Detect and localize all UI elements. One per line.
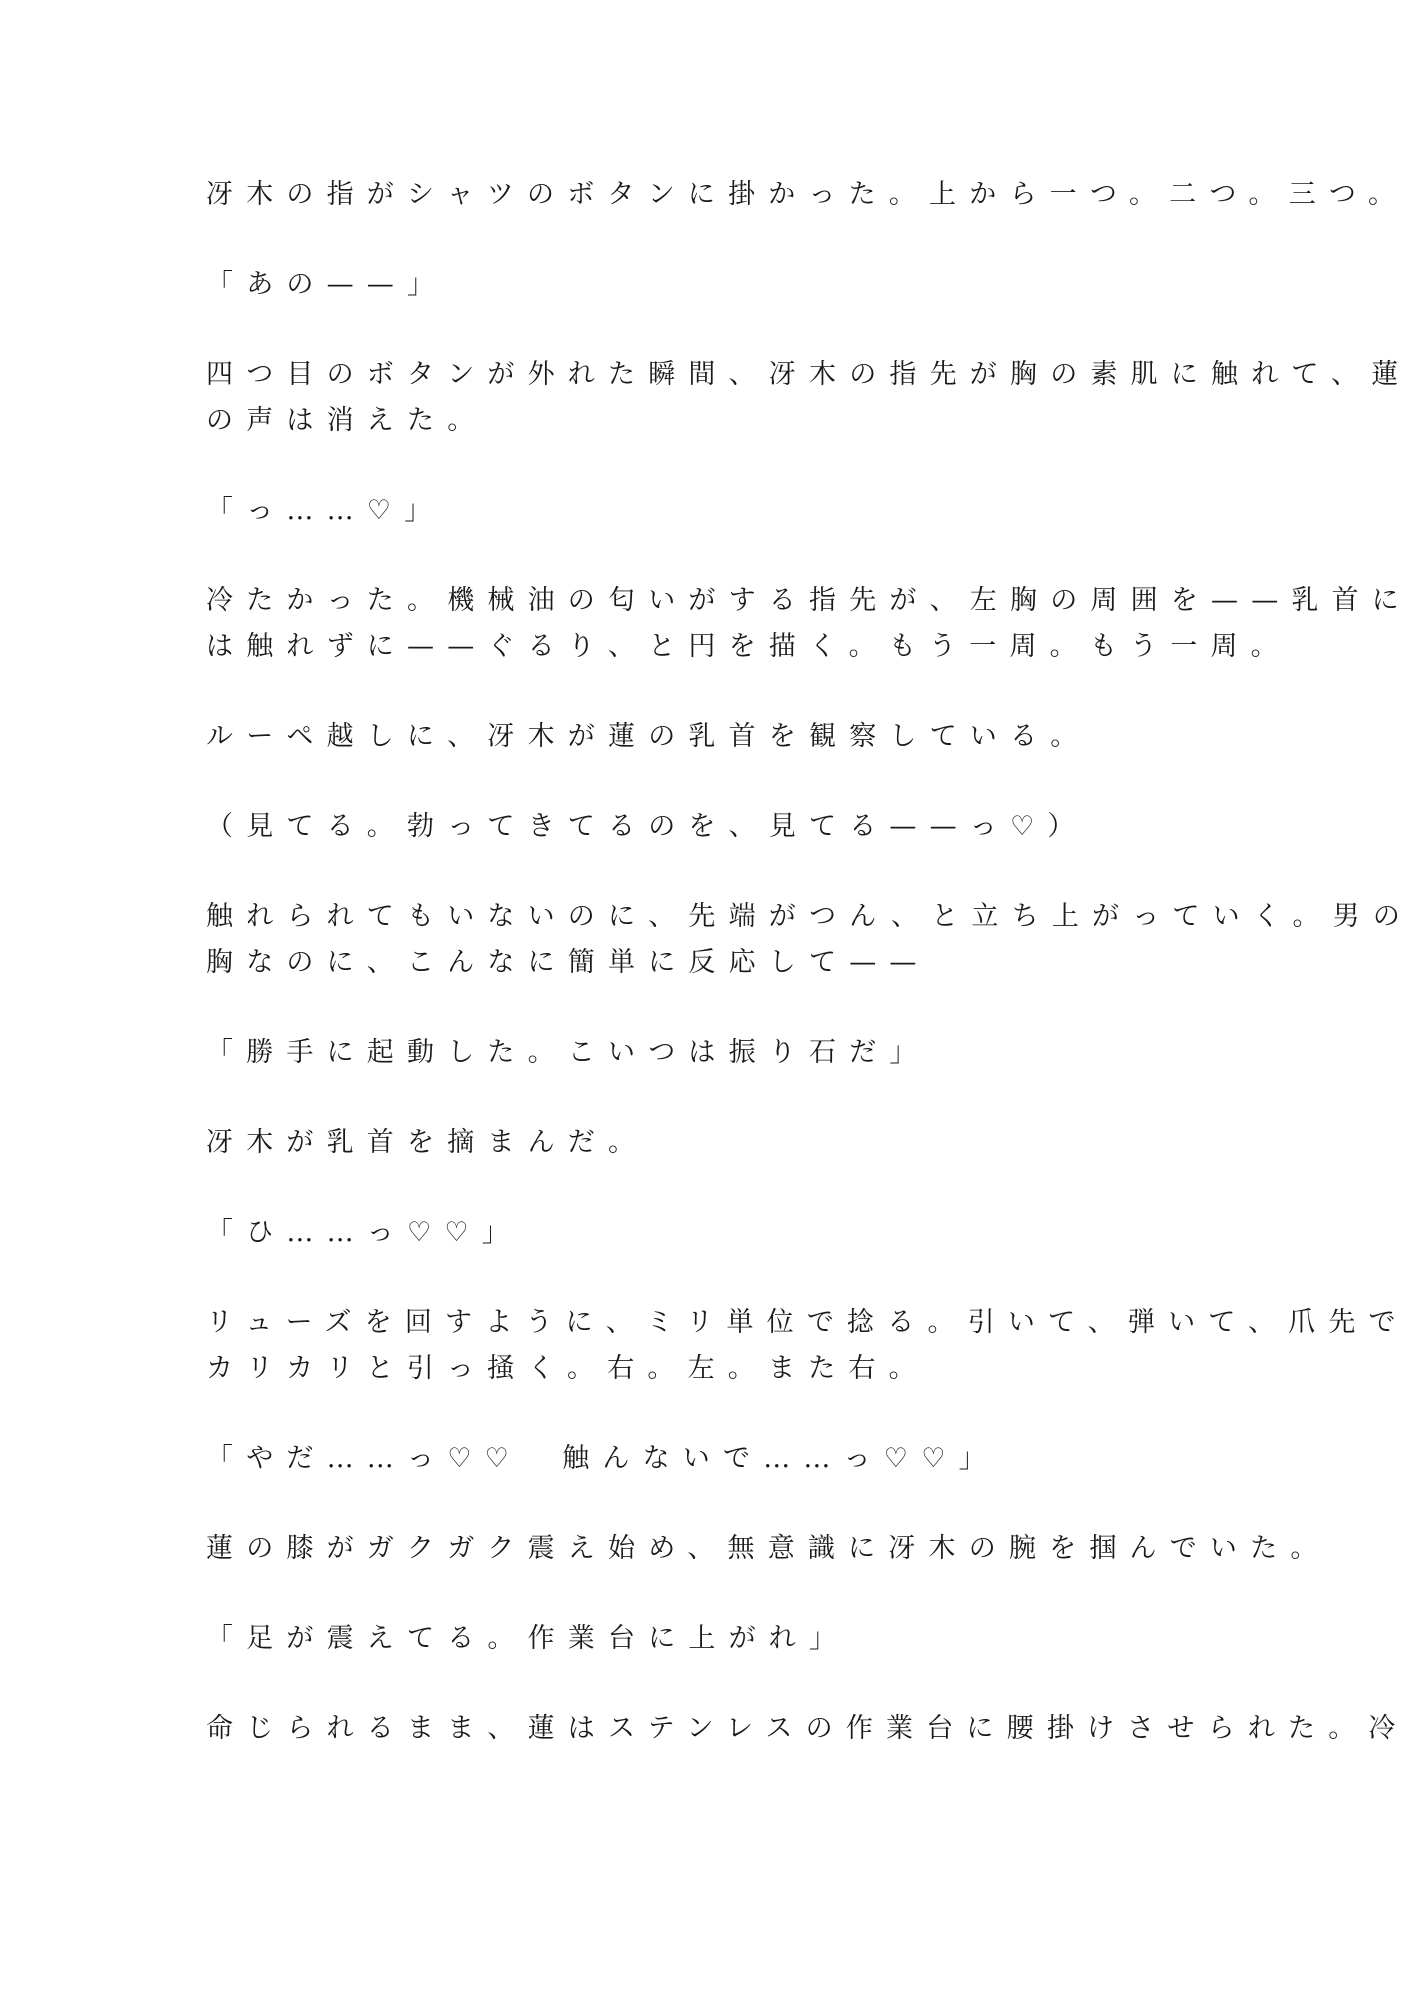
dialogue-paragraph	[206, 488, 1206, 534]
thought-paragraph	[206, 804, 1206, 850]
paragraph	[206, 714, 1206, 760]
text-line: 蓮の膝がガクガク震え始め、無意識に冴木の腕を掴んでいた。	[206, 1533, 1331, 1564]
paragraph	[206, 894, 1414, 986]
text-line: カリカリと引っ掻く。右。左。また右。	[206, 1353, 929, 1384]
text-line: 冴木が乳首を摘まんだ。	[206, 1127, 649, 1158]
text-line: 胸なのに、こんなに簡単に反応して——	[206, 947, 930, 978]
paragraph	[206, 172, 1409, 218]
text-line: は触れずに——ぐるり、と円を描く。もう一周。もう一周。	[206, 631, 1291, 662]
text-line: 命じられるまま、蓮はステンレスの作業台に腰掛けさせられた。冷	[206, 1713, 1409, 1744]
paragraph	[206, 1120, 1206, 1166]
text-line: 「っ……♡」	[206, 495, 445, 526]
text-line: ルーペ越しに、冴木が蓮の乳首を観察している。	[206, 721, 1091, 752]
dialogue-paragraph	[206, 1436, 1206, 1482]
paragraph	[206, 1706, 1409, 1752]
dialogue-paragraph	[206, 1210, 1206, 1256]
paragraph	[206, 352, 1412, 444]
text-line: 冷たかった。機械油の匂いがする指先が、左胸の周囲を——乳首に	[206, 585, 1412, 616]
text-line: 四つ目のボタンが外れた瞬間、冴木の指先が胸の素肌に触れて、蓮	[206, 359, 1412, 390]
text-line: （見てる。勃ってきてるのを、見てる——っ♡）	[206, 811, 1088, 842]
paragraph	[206, 1526, 1331, 1572]
text-line: 触れられてもいないのに、先端がつん、と立ち上がっていく。男の	[206, 901, 1414, 932]
text-line: リューズを回すように、ミリ単位で捻る。引いて、弾いて、爪先で	[206, 1307, 1409, 1338]
text-line: の声は消えた。	[206, 405, 488, 436]
text-line: 「足が震えてる。作業台に上がれ」	[206, 1623, 850, 1654]
text-line: 「やだ……っ♡♡ 触んないで……っ♡♡」	[206, 1443, 999, 1474]
dialogue-paragraph	[206, 262, 1206, 308]
text-line: 冴木の指がシャツのボタンに掛かった。上から一つ。二つ。三つ。	[206, 179, 1409, 210]
dialogue-paragraph	[206, 1616, 1206, 1662]
paragraph	[206, 578, 1412, 670]
dialogue-paragraph	[206, 1030, 1206, 1076]
text-line: 「勝手に起動した。こいつは振り石だ」	[206, 1037, 930, 1068]
text-line: 「あの——」	[206, 269, 448, 300]
paragraph	[206, 1300, 1409, 1392]
text-line: 「ひ……っ♡♡」	[206, 1217, 523, 1248]
document-page	[206, 172, 1414, 1796]
